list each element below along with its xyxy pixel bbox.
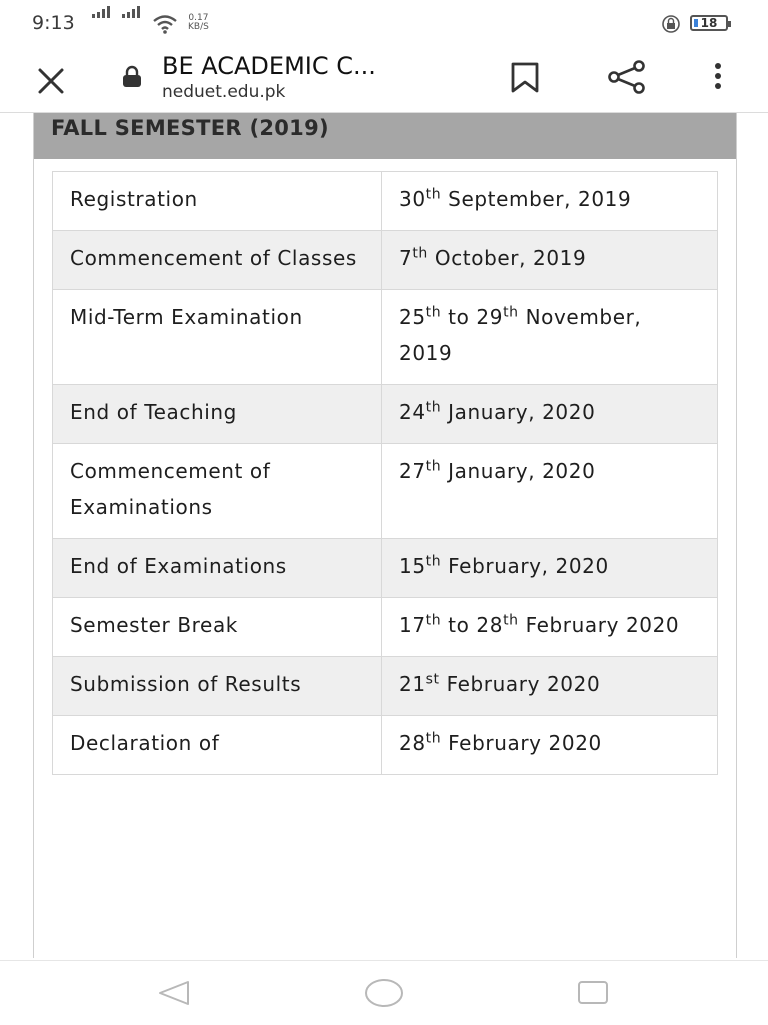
table-row [53,444,718,539]
table-row [53,172,718,231]
lock-icon [120,64,144,88]
date-text: 28 [399,731,426,755]
date-suffix: th [503,612,519,629]
event-cell: Semester Break [53,598,382,657]
table-row [53,231,718,290]
date-text: January, 2020 [441,400,596,424]
event-cell: Declaration of [53,716,382,775]
date-text: February 2020 [441,731,602,755]
date-cell [382,657,718,716]
table-row [53,598,718,657]
date-text: September, 2019 [441,187,632,211]
date-cell [382,539,718,598]
date-suffix: th [425,186,442,203]
close-icon[interactable] [36,66,66,96]
date-suffix: th [412,245,428,262]
date-text: 25 [399,305,426,329]
table-row [53,539,718,598]
date-cell [382,716,718,775]
date-cell [382,231,718,290]
date-text: 24 [399,400,426,424]
date-text: 17 [399,613,426,637]
date-text: 30 [399,187,426,211]
recents-icon[interactable] [576,979,610,1007]
back-icon[interactable] [156,979,192,1007]
page-domain[interactable]: neduet.edu.pk [162,82,286,102]
bookmark-icon[interactable] [510,62,540,94]
event-cell: Submission of Results [53,657,382,716]
date-text: 15 [399,554,426,578]
battery-level: 18 [700,16,718,30]
navigation-bar [0,960,768,1025]
semester-title: FALL SEMESTER (2019) [51,116,329,140]
battery-icon [690,15,728,31]
net-speed-unit: KB/S [188,22,209,32]
calendar-table [52,171,718,775]
more-vert-icon[interactable] [710,62,726,92]
page-title[interactable]: BE ACADEMIC C... [162,52,376,80]
date-suffix: th [425,730,442,747]
web-content[interactable] [0,113,768,958]
date-text: February, 2020 [441,554,609,578]
browser-toolbar [0,48,768,113]
date-suffix: th [503,304,519,321]
event-cell: Commencement of Classes [53,231,382,290]
date-suffix: th [425,399,442,416]
date-suffix: th [425,304,442,321]
date-cell [382,290,718,385]
date-text: February 2020 [439,672,601,696]
date-text: 27 [399,459,426,483]
date-cell [382,598,718,657]
date-text: February 2020 [518,613,680,637]
semester-header [34,113,736,159]
event-cell: End of Teaching [53,385,382,444]
table-row [53,657,718,716]
date-suffix: th [425,553,442,570]
date-suffix: th [425,612,442,629]
net-speed [188,14,209,32]
date-text: to 28 [441,613,504,637]
date-suffix: st [425,671,440,688]
date-cell [382,385,718,444]
date-cell [382,444,718,539]
event-cell: Mid-Term Examination [53,290,382,385]
share-icon[interactable] [606,60,648,94]
rotation-lock-icon [660,15,682,33]
status-time: 9:13 [32,12,75,34]
event-cell: Commencement of Examinations [53,444,382,539]
home-icon[interactable] [364,977,404,1009]
calendar-card [33,113,737,958]
date-text: January, 2020 [441,459,596,483]
date-cell [382,172,718,231]
wifi-icon [152,14,178,34]
date-text: 7 [399,246,413,270]
table-row [53,290,718,385]
status-bar [0,0,768,48]
net-speed-value: 0.17 [188,13,209,23]
event-cell: Registration [53,172,382,231]
date-text: October, 2019 [427,246,587,270]
event-cell: End of Examinations [53,539,382,598]
table-row [53,716,718,775]
table-row [53,385,718,444]
date-text: 21 [399,672,426,696]
date-suffix: th [425,458,442,475]
date-text: to 29 [441,305,504,329]
date-text: November, 2019 [399,305,642,365]
